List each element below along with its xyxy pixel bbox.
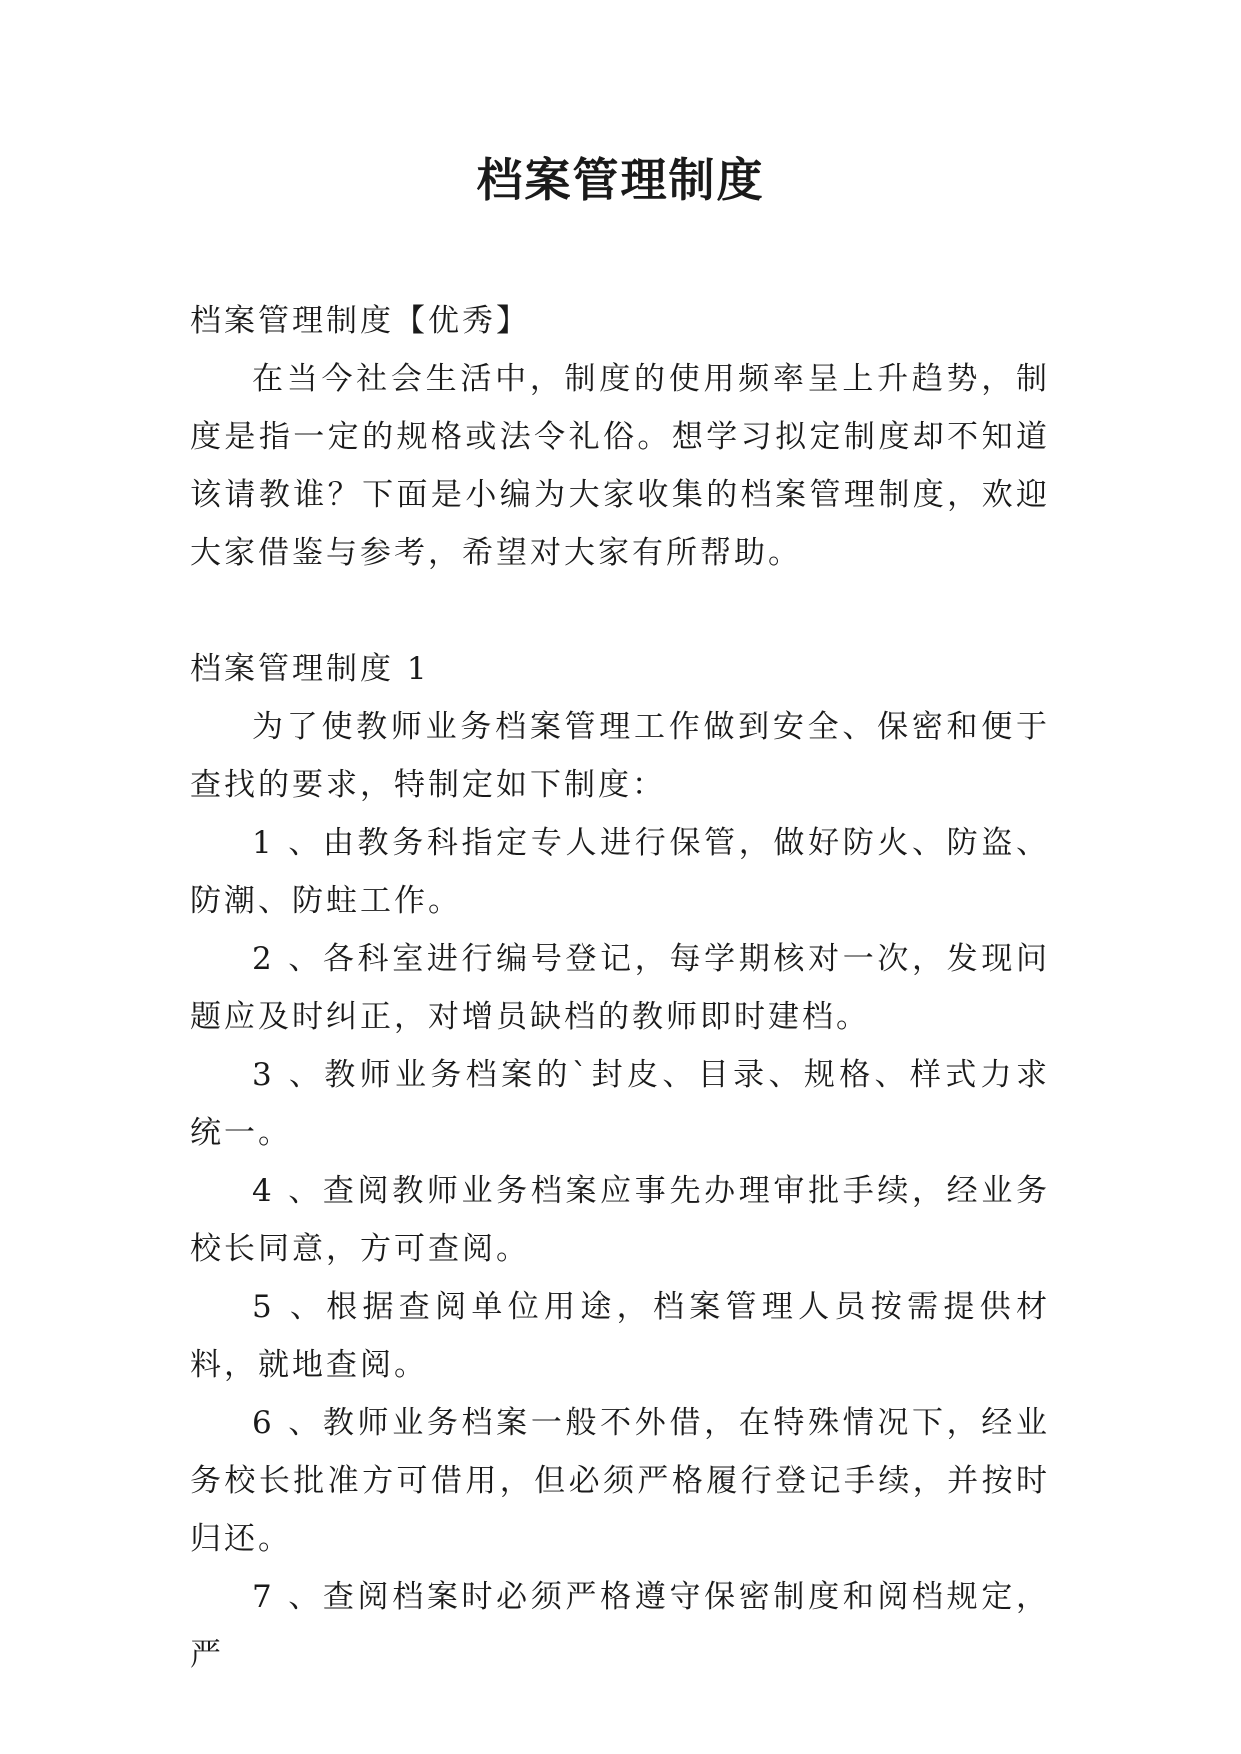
- rule-item-7: 7 、查阅档案时必须严格遵守保密制度和阅档规定，严: [190, 1579, 1050, 1673]
- intro-paragraph: 在当今社会生活中，制度的使用频率呈上升趋势，制度是指一定的规格或法令礼俗。想学习拟定制度却不知道该请教谁？下面是小编为大家收集的档案管理制度，欢迎大家借鉴与参考，希望对大家有所帮助。: [190, 361, 1050, 571]
- document-title: 档案管理制度: [476, 153, 765, 207]
- rule-item-3: 3 、教师业务档案的`封皮、目录、规格、样式力求统一。: [190, 1057, 1050, 1151]
- rule-item-2: 2 、各科室进行编号登记，每学期核对一次，发现问题应及时纠正，对增员缺档的教师即时建档。: [190, 941, 1050, 1035]
- rule-item-4: 4 、查阅教师业务档案应事先办理审批手续，经业务校长同意，方可查阅。: [190, 1173, 1050, 1267]
- document-subtitle: 档案管理制度【优秀】: [190, 303, 530, 339]
- rule-item-5: 5 、根据查阅单位用途，档案管理人员按需提供材料，就地查阅。: [190, 1289, 1050, 1383]
- section-lead-paragraph: 为了使教师业务档案管理工作做到安全、保密和便于查找的要求，特制定如下制度：: [190, 709, 1050, 803]
- document-body: [190, 292, 1050, 1684]
- rule-item-1: 1 、由教务科指定专人进行保管，做好防火、防盗、防潮、防蛀工作。: [190, 825, 1050, 919]
- section-spacer: [190, 582, 1050, 640]
- section-heading: 档案管理制度 1: [190, 651, 430, 687]
- rule-item-6: 6 、教师业务档案一般不外借，在特殊情况下，经业务校长批准方可借用，但必须严格履行登记手续，并按时归还。: [190, 1405, 1050, 1557]
